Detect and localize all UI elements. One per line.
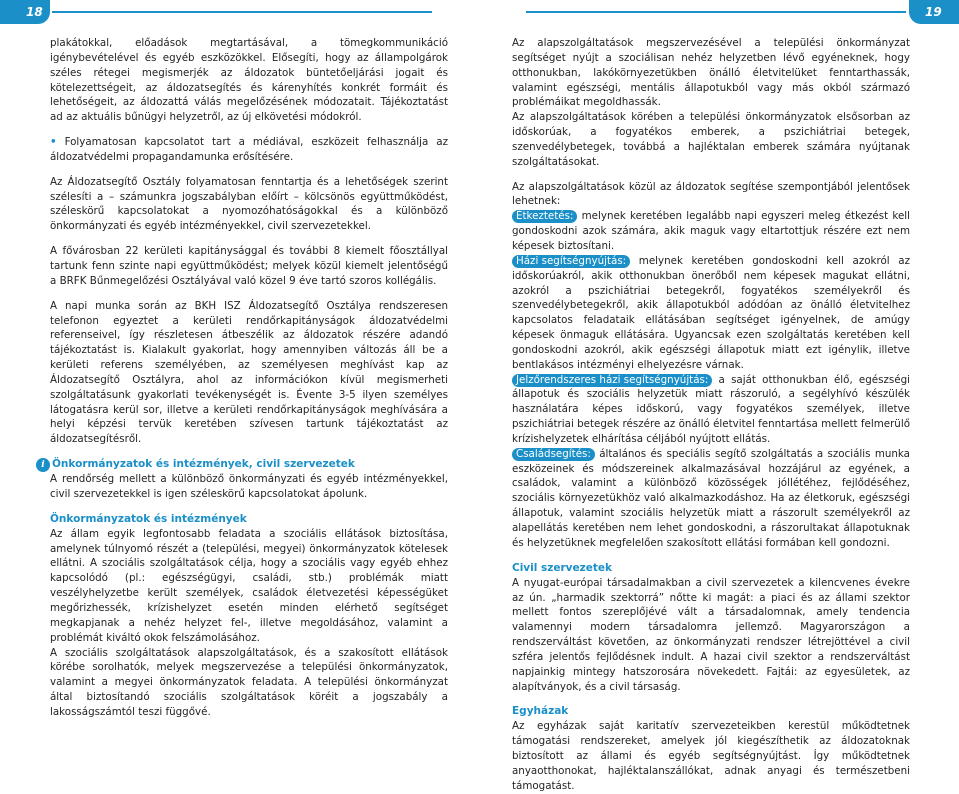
service-tag: Házi segítségnyújtás: [512, 255, 630, 268]
service-item [512, 447, 910, 551]
subsection-heading: Önkormányzatok és intézmények [50, 512, 247, 525]
service-tag: Családsegítés: [512, 448, 595, 461]
page-number-right: 19 [909, 0, 959, 24]
service-text: a saját otthonukban élő, egészségi állapotuk és szociális helyzetük miatt rászoruló, a segélyhívó készülék használatára képes időskorú, vagy fogyatékos személyek, illetve pszichiátriai betegek részére az önálló életvitel fenntartása mellett felmerülő krízishelyzetek elhárítása céljából nyújtott ellátás. [512, 373, 910, 445]
service-text: melynek keretében gondoskodni kell azokról az időskorúakról, akik otthonukban önerőből nem képesek magukat ellátni, azokról a pszichiátriai betegekről, fogyatékos személyekről és szenvedélybetegekről, akik állapotukból adódóan az önálló életvitelhez kapcsolatos feladataik ellátásában segítséget igényelnek, de amúgy képesek önmaguk ellátására. Ugyancsak ezen szolgáltatás keretében kell gondoskodni azokról, akik egészségi állapotuk miatt ezt igénylik, illetve bentlakásos intézményi elhelyezésre várnak. [512, 254, 910, 371]
paragraph: Az Áldozatsegítő Osztály folyamatosan fenntartja és a lehetőségek szerint szélesíti a – számunkra jogszabályban előírt – kölcsönös együttműködést, széleskörű kapcsolatokat a nyomozóhatóságokkal és a különböző önkormányzati és egyéb intézményekkel, civil szervezetekkel. [50, 175, 448, 233]
service-item [512, 254, 910, 373]
right-column [512, 36, 910, 794]
info-icon: i [36, 458, 50, 472]
subsection-heading: Civil szervezetek [512, 561, 612, 574]
paragraph: Az alapszolgáltatások körében a települési önkormányzatok elsősorban az időskorúak, a fogyatékos emberek, a pszichiátriai betegek, szenvedélybetegek, továbbá a hajléktalan emberek számára nyújtanak szolgáltatásokat. [512, 111, 910, 168]
paragraph: A fővárosban 22 kerületi kapitánysággal és további 8 kiemelt főosztállyal tartunk fenn szinte napi együttműködést; melyek közül kiemelt jelentőségű a BRFK Bűnmegelőzési Osztályával való közel 9 éve tartó szoros kollégális. [50, 245, 448, 287]
bullet-text: Folyamatosan kapcsolatot tart a médiával, eszközeit felhasználja az áldozatvédelmi propagandamunka erősítésére. [50, 136, 448, 163]
paragraph: Az alapszolgáltatások közül az áldozatok segítése szempontjából jelentősek lehetnek: [512, 180, 910, 208]
service-item [512, 209, 910, 254]
paragraph: Az állam egyik legfontosabb feladata a szociális ellátások biztosítása, amelynek túlnyomó részét a (települési, megyei) önkormányzatok kötelesek ellátni. A szociális szolgáltatások célja, hogy a szociális vagy egyéb ehhez kapcsolódó (pl.: egészségügyi, családi, stb.) problémák miatt veszélyhelyzetbe került személyek, családok életvezetési képességüket megőrizhessék, krízishelyzet esetén minden elérhető segítséget megkapjanak a nehéz helyzet fel-, illetve megoldásához, valamint a problémát kiváltó okok felszámolásához. [50, 527, 448, 644]
paragraph: A napi munka során az BKH ISZ Áldozatsegítő Osztálya rendszeresen telefonon egyeztet a kerületi rendőrkapitányságok áldozatvédelmi referenseivel, így részletesen átbeszélik az áldozatok részére adandó tájékoztatást is. Kialakult gyakorlat, hogy amennyiben változás áll be a kerületi referens személyében, az személyesen meghívást kap az Áldozatsegítő Osztályra, ahol az információkon kívül megismerheti szolgáltatásunk gyakorlati tevékenységét is. Évente 3-5 ilyen személyes látogatásra kerül sor, illetve a kerületi rendőrkapitányságok meghívására a helyi képzési tervük keretében szívesen tartunk tájékoztatást az áldozatsegítésről. [50, 299, 448, 446]
page-number-left: 18 [0, 0, 50, 24]
service-text: általános és speciális segítő szolgáltatás a szociális munka eszközeinek és módszereinek alkalmazásával hozzájárul az egyének, a családok, valamint a különböző közösségek jóllétéhez, fejlődéséhez, szociális környezetükhöz való alkalmazkodáshoz. Ha az életkoruk, egészségi állapotuk, valamint szociális helyzetük miatt a rászorult személyekről az alapellátás keretében nem lehet gondoskodni, a rászorultakat állapotuknak és helyzetüknek megfelelően szakosított ellátási formában kell gondozni. [512, 447, 910, 549]
section-heading-text: Önkormányzatok és intézmények, civil szervezetek [52, 458, 355, 471]
section-heading [41, 457, 448, 472]
service-text: melynek keretében legalább napi egyszeri meleg étkezést kell gondoskodni azok számára, akik maguk vagy eltartottjuk részére ezt nem képesek biztosítani. [512, 210, 910, 252]
paragraph: plakátokkal, előadások megtartásával, a tömegkommunikáció igénybevételével és egyéb eszközökkel. Elősegíti, hogy az állampolgárok széles rétegei megismerjék az áldozatok büntetőeljárási jogait és kötelezettségeit, az áldozatsegítés és kárenyhítés konkrét formáit és lehetőségeit, az áldozattá válás megelőzésének módozatait. Tájékoztatást ad az aktuális bűnügyi helyzetről, az új elkövetési módokról. [50, 37, 448, 124]
header-rule-right [526, 11, 906, 13]
bullet-icon: • [50, 136, 57, 149]
header-rule-left [52, 11, 432, 13]
paragraph: A rendőrség mellett a különböző önkormányzati és egyéb intézményekkel, civil szervezetekkel is igen széleskörű kapcsolatokat ápolunk. [50, 473, 448, 500]
service-tag: Jelzőrendszeres házi segítségnyújtás: [512, 374, 712, 387]
paragraph: Az alapszolgáltatások megszervezésével a települési önkormányzat segítséget nyújt a szociálisan nehéz helyzetben lévő egyéneknek, hogy otthonukban, lakókörnyezetükben önálló életvitelüket fenntarthassák, valamint egészségi, mentális állapotukból vagy más okból származó problémáikat megoldhassák. [512, 37, 910, 109]
bullet-paragraph [50, 135, 448, 165]
service-tag: Étkeztetés: [512, 210, 577, 223]
paragraph: A szociális szolgáltatások alapszolgáltatások, és a szakosított ellátások körébe sorolhatók, melyek megszervezése a települési önkormányzatok, valamint a megyei önkormányzatok feladata. A települési önkormányzat által biztosítandó szociális szolgáltatások köréit a jogszabály a lakosságszámtól teszi függővé. [50, 646, 448, 718]
subsection-heading: Egyházak [512, 705, 569, 718]
left-column [41, 36, 448, 720]
paragraph: Az egyházak saját karitatív szervezeteikben kerestül működtetnek támogatási rendszereket, amelyek jól kiegészíthetik az áldozatoknak biztosított az állami és egyéb segítségnyújtást. Így működtetnek anyaotthonokat, hajléktalanszállókat, adnak anyagi és természetbeni támogatást. [512, 720, 910, 792]
paragraph: A nyugat-európai társadalmakban a civil szervezetek a kilencvenes évekre az ún. „harmadik szektorrá” nőtte ki magát: a piaci és az állami szektor mellett fontos szereplőjévé vált a társadalomnak, amely tendencia valamennyi modern társadalomra jellemző. Magyarországon a rendszerváltást követően, az önkormányzati rendszer létrejöttével a civil szféra jelentős fejlődésnek indult. A hazai civil szektor a rendszerváltást napjainkig mintegy hatszorosára növekedett. Fajtái: az egyesületek, az alapítványok, és a civil társaság. [512, 576, 910, 693]
service-item [512, 373, 910, 447]
